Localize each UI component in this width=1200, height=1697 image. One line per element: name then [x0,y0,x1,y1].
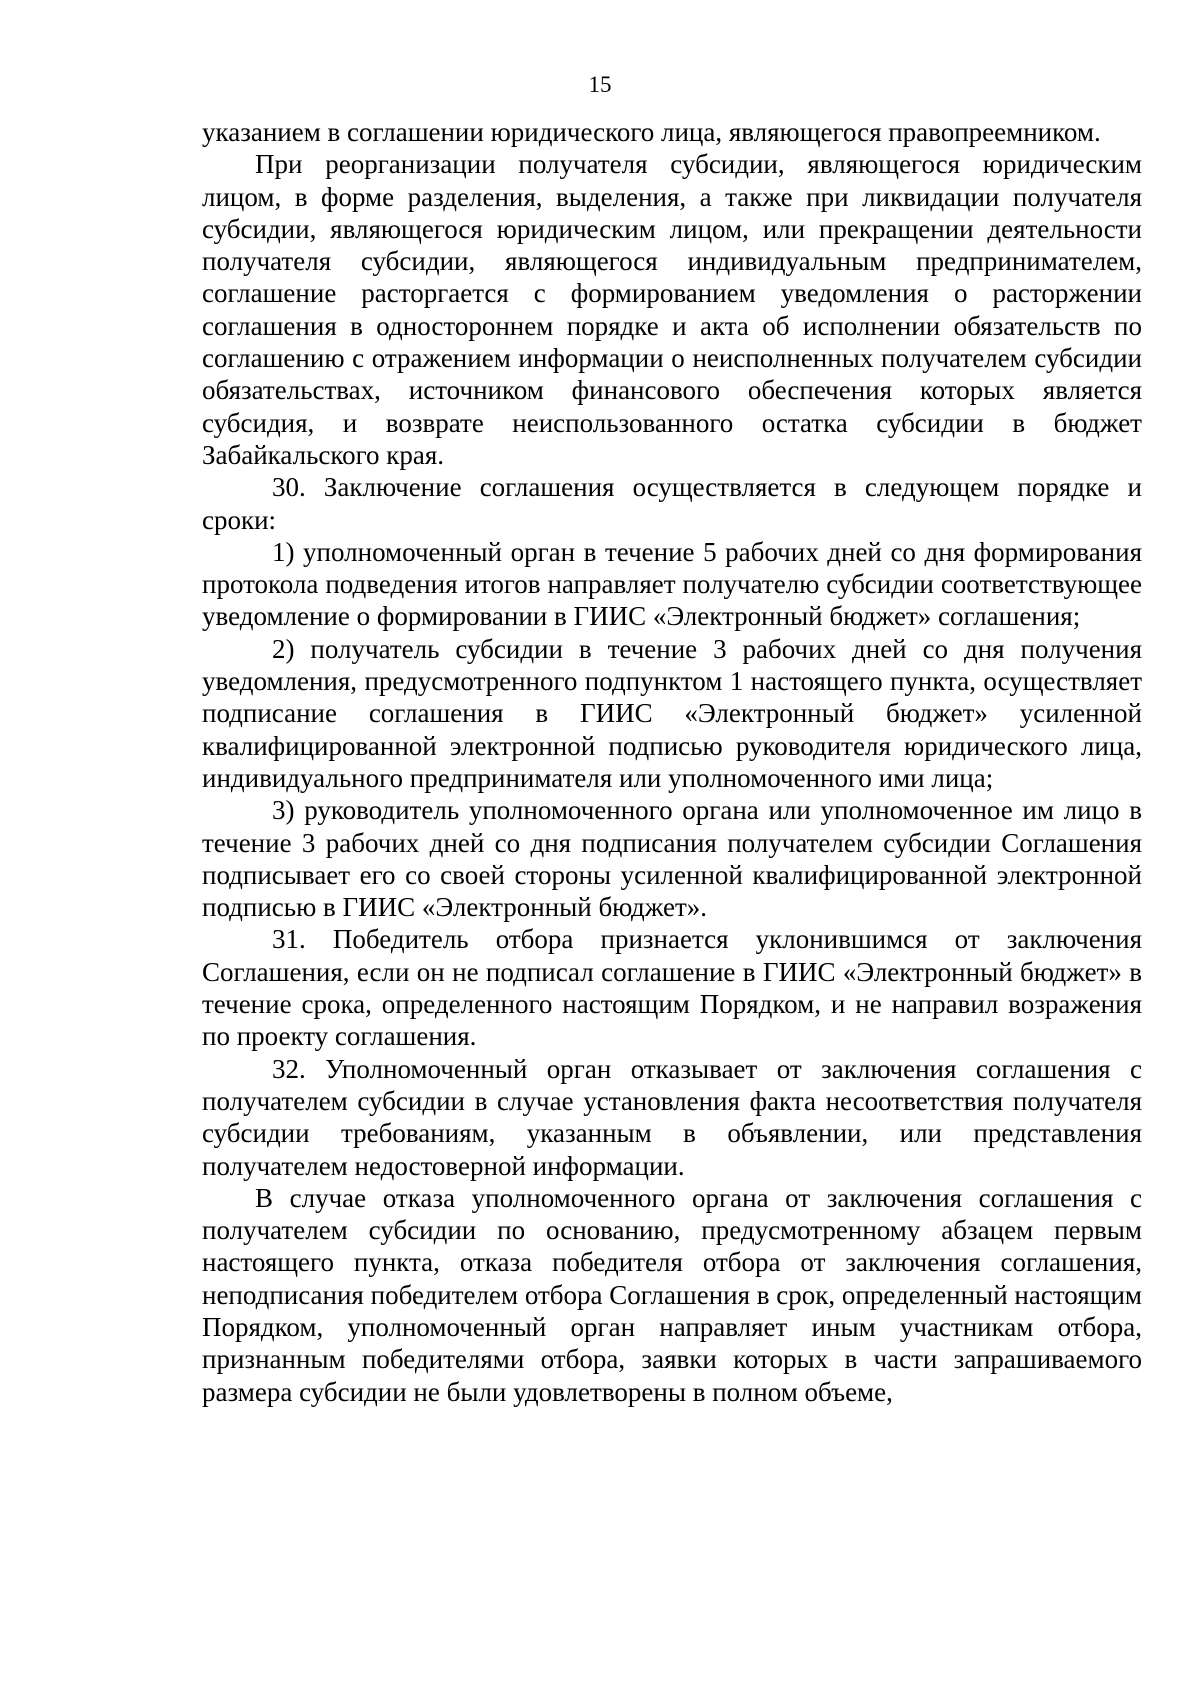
paragraph-8: 32. Уполномоченный орган отказывает от заключения соглашения с получателем субсидии в случае установления факта несоответствия получателя субсидии требованиям, указанным в объявлении, или представления получателем недостоверной информации. [202,1053,1142,1181]
paragraph-9: В случае отказа уполномоченного органа от заключения соглашения с получателем субсидии по основанию, предусмотренному абзацем первым настоящего пункта, отказа победителя отбора от заключения соглашения, неподписания победителем отбора Соглашения в срок, определенный настоящим Порядком, уполномоченный орган направляет иным участникам отбора, признанным победителями отбора, заявки которых в части запрашиваемого размера субсидии не были удовлетворены в полном объеме, [202,1182,1142,1407]
paragraph-5: 2) получатель субсидии в течение 3 рабочих дней со дня получения уведомления, предусмотренного подпунктом 1 настоящего пункта, осуществляет подписание соглашения в ГИИС «Электронный бюджет» усиленной квалифицированной электронной подписью руководителя юридического лица, индивидуального предпринимателя или уполномоченного ими лица; [202,633,1142,793]
paragraph-2: При реорганизации получателя субсидии, являющегося юридическим лицом, в форме разделения, выделения, а также при ликвидации получателя субсидии, являющегося юридическим лицом, или прекращении деятельности получателя субсидии, являющегося индивидуальным предпринимателем, соглашение расторгается с формированием уведомления о расторжении соглашения в одностороннем порядке и акта об исполнении обязательств по соглашению с отражением информации о неисполненных получателем субсидии обязательствах, источником финансового обеспечения которых является субсидия, и возврате неиспользованного остатка субсидии в бюджет Забайкальского края. [202,149,1142,470]
document-body [202,116,1142,1408]
paragraph-6: 3) руководитель уполномоченного органа или уполномоченное им лицо в течение 3 рабочих дней со дня подписания получателем субсидии Соглашения подписывает его со своей стороны усиленной квалифицированной электронной подписью в ГИИС «Электронный бюджет». [202,795,1142,923]
page-number: 15 [588,72,612,97]
paragraph-1: указанием в соглашении юридического лица, являющегося правопреемником. [202,117,1101,147]
paragraph-7: 31. Победитель отбора признается уклонившимся от заключения Соглашения, если он не подписал соглашение в ГИИС «Электронный бюджет» в течение срока, определенного настоящим Порядком, и не направил возражения по проекту соглашения. [202,924,1142,1052]
paragraph-4: 1) уполномоченный орган в течение 5 рабочих дней со дня формирования протокола подведения итогов направляет получателю субсидии соответствующее уведомление о формировании в ГИИС «Электронный бюджет» соглашения; [202,536,1142,632]
paragraph-3: 30. Заключение соглашения осуществляется в следующем порядке и сроки: [202,472,1142,535]
